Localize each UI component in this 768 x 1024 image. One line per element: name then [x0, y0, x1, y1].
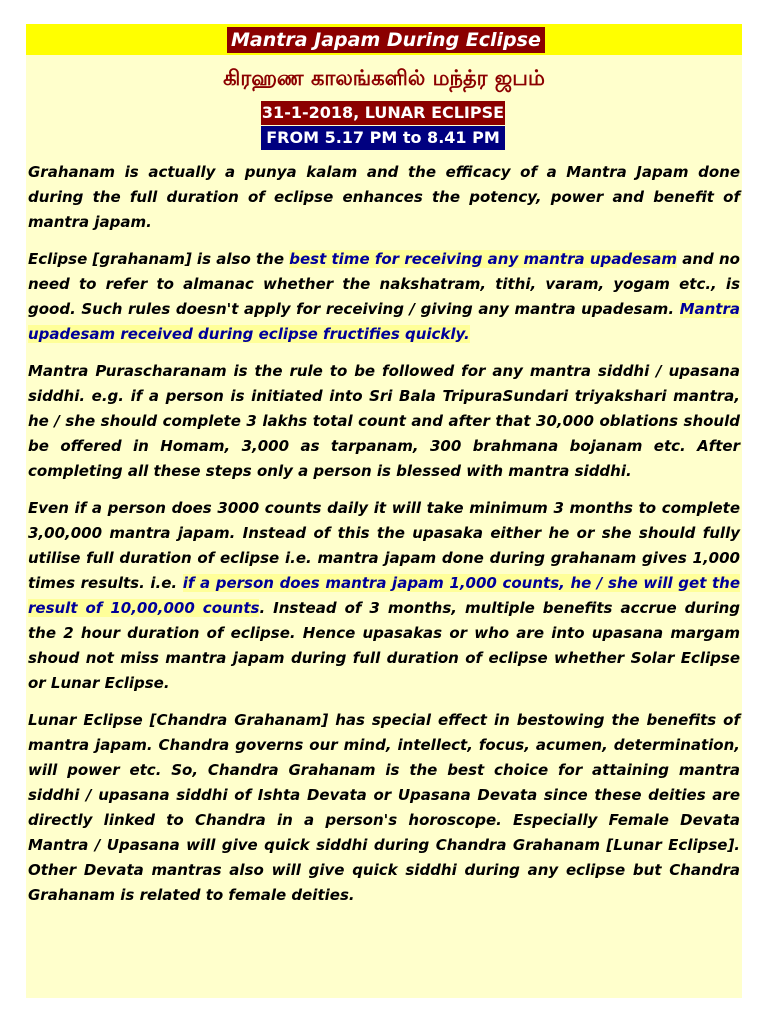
- eclipse-time: FROM 5.17 PM to 8.41 PM: [261, 126, 505, 150]
- eclipse-date: 31-1-2018, LUNAR ECLIPSE: [261, 101, 505, 125]
- tamil-title: கிரஹண காலங்களில் மந்த்ர ஜபம்: [223, 66, 545, 90]
- p2-highlight-2: Mantra upadesam received during eclipse fructifies quickly.: [28, 300, 740, 343]
- p2-text-b: and no need to refer to almanac whether the nakshatram, tithi, varam, yogam etc., is good. Such rules doesn't apply for receiving / giving any mantra upadesam.: [28, 250, 740, 318]
- paragraph-4: [28, 496, 740, 696]
- article-body: [28, 160, 740, 920]
- paragraph-2: [28, 247, 740, 347]
- p4-highlight: if a person does mantra japam 1,000 counts, he / she will get the result of 10,00,000 counts: [28, 574, 740, 617]
- p4-text-b: . Instead of 3 months, multiple benefits accrue during the 2 hour duration of eclipse. Hence upasakas or who are into upasana margam shoud not miss mantra japam during full duration of eclipse whether Solar Eclipse or Lunar Eclipse.: [28, 599, 740, 692]
- paragraph-1: Grahanam is actually a punya kalam and the efficacy of a Mantra Japam done during the full duration of eclipse enhances the potency, power and benefit of mantra japam.: [28, 163, 740, 231]
- page-title: Mantra Japam During Eclipse: [227, 27, 545, 53]
- p4-text-a: Even if a person does 3000 counts daily it will take minimum 3 months to complete 3,00,000 mantra japam. Instead of this the upasaka either he or she should fully utilise full duration of eclipse i.e. mantra japam done during grahanam gives 1,000 times results. i.e.: [28, 499, 740, 592]
- paragraph-5: Lunar Eclipse [Chandra Grahanam] has special effect in bestowing the benefits of mantra japam. Chandra governs our mind, intellect, focus, acumen, determination, will power etc. So, Chandra Grahanam is the best choice for attaining mantra siddhi / upasana siddhi of Ishta Devata or Upasana Devata since these deities are directly linked to Chandra in a person's horoscope. Especially Female Devata Mantra / Upasana will give quick siddhi during Chandra Grahanam [Lunar Eclipse]. Other Devata mantras also will give quick siddhi during any eclipse but Chandra Grahanam is related to female deities.: [28, 711, 740, 904]
- p2-text-a: Eclipse [grahanam] is also the: [28, 250, 290, 268]
- paragraph-3: Mantra Purascharanam is the rule to be followed for any mantra siddhi / upasana siddhi. e.g. if a person is initiated into Sri Bala TripuraSundari triyakshari mantra, he / she should complete 3 lakhs total count and after that 30,000 oblations should be offered in Homam, 3,000 as tarpanam, 300 brahmana bojanam etc. After completing all these steps only a person is blessed with mantra siddhi.: [28, 362, 740, 480]
- p2-highlight-1: best time for receiving any mantra upadesam: [289, 250, 677, 268]
